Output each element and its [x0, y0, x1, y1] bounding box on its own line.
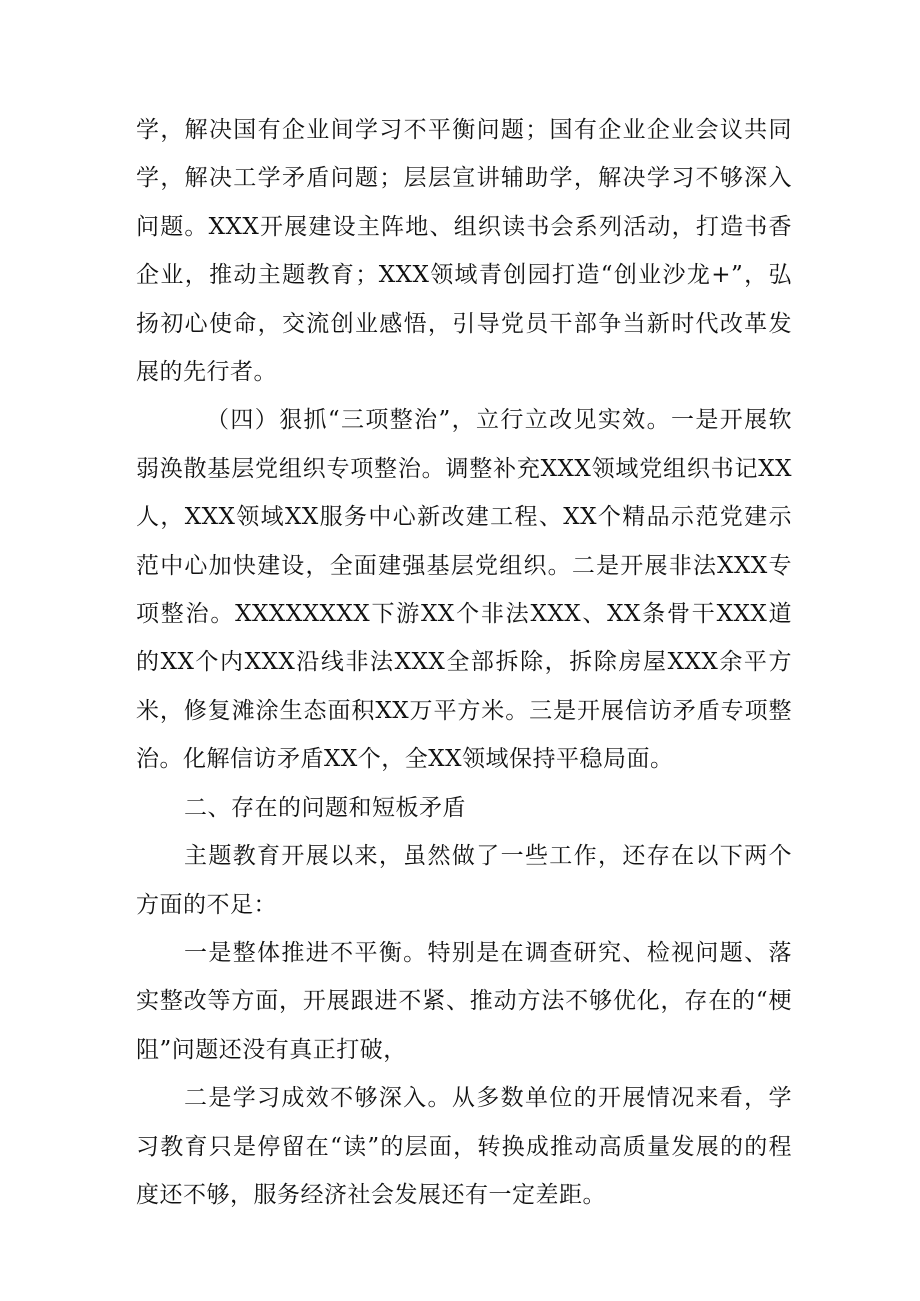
- paragraph-study-methods: 学，解决国有企业间学习不平衡问题；国有企业企业会议共同学，解决工学矛盾问题；层层宣讲辅助学，解决学习不够深入问题。XXX开展建设主阵地、组织读书会系列活动，打造书香企业，推动主题教育；XXX领域青创园打造“创业沙龙+”，弘扬初心使命，交流创业感悟，引导党员干部争当新时代改革发展的先行者。: [136, 117, 792, 386]
- paragraph-three-rectifications: （四）狠抓“三项整治”，立行立改见实效。一是开展软弱涣散基层党组织专项整治。调整补充XXX领域党组织书记XX人，XXX领域XX服务中心新改建工程、XX个精品示范党建示范中心加快建设，全面建强基层党组织。二是开展非法XXX专项整治。XXXXXXXX下游XX个非法XXX、XX条骨干XXX道的XX个内XXX沿线非法XXX全部拆除，拆除房屋XXX余平方米，修复滩涂生态面积XX万平方米。三是开展信访矛盾专项整治。化解信访矛盾XX个，全XX领域保持平稳局面。: [136, 407, 792, 773]
- paragraph-problem-one: 一是整体推进不平衡。特别是在调查研究、检视问题、落实整改等方面，开展跟进不紧、推动方法不够优化，存在的“梗阻”问题还没有真正打破，: [136, 939, 792, 1063]
- document-body: [136, 106, 792, 1219]
- paragraph-problems-intro: 主题教育开展以来，虽然做了一些工作，还存在以下两个方面的不足：: [136, 843, 792, 918]
- paragraph-problem-two: 二是学习成效不够深入。从多数单位的开展情况来看，学习教育只是停留在“读”的层面，转换成推动高质量发展的的程度还不够，服务经济社会发展还有一定差距。: [136, 1085, 792, 1208]
- section-heading-problems: 二、存在的问题和短板矛盾: [184, 794, 466, 821]
